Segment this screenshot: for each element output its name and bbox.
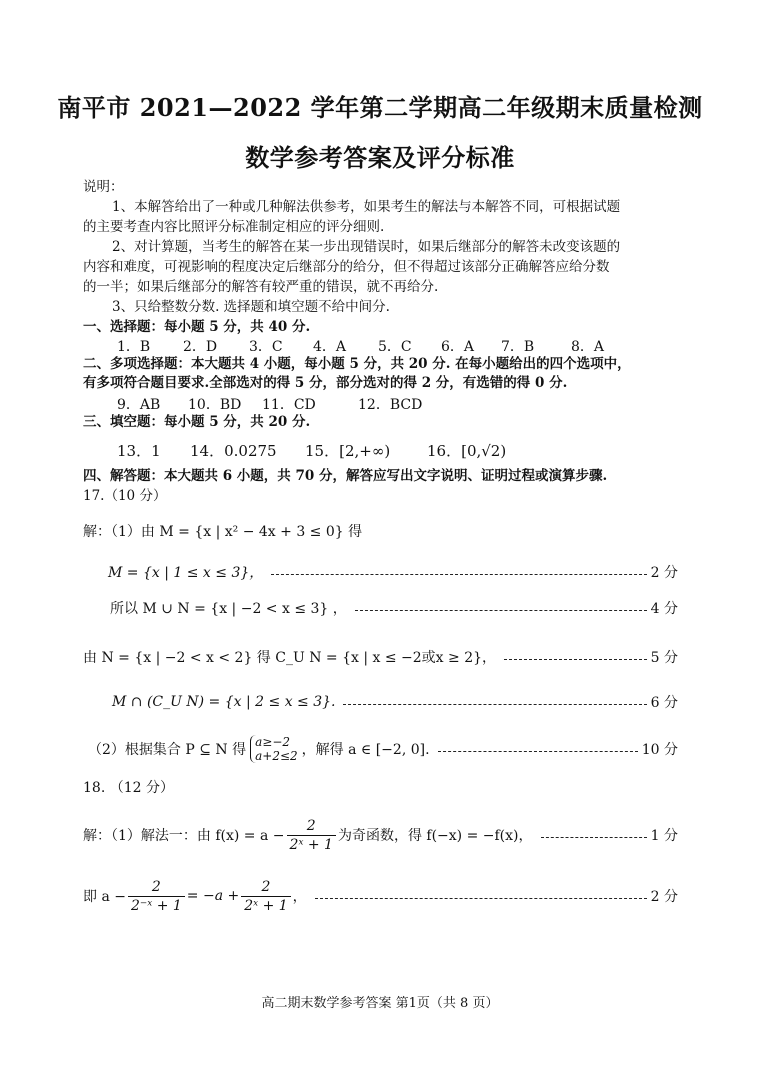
intro-line: 2、对计算题，当考生的解答在某一步出现错误时，如果后继部分的解答未改变该题的 [112, 239, 621, 255]
intro-line: 的主要考查内容比照评分标准制定相应的评分细则. [83, 219, 385, 235]
solution-step-row [88, 734, 678, 764]
solution-step: = −a + [186, 888, 240, 904]
answer-item: 1．B [117, 339, 151, 355]
solution-step: ， [292, 889, 307, 905]
answer-item: 6．A [441, 339, 475, 355]
dash-leader [271, 574, 646, 575]
answer-item: 4．A [313, 339, 347, 355]
score-label: 1 分 [650, 828, 678, 844]
page-subtitle: 数学参考答案及评分标准 [245, 143, 515, 172]
inequality-system [250, 735, 298, 763]
answer-item: 5．C [378, 339, 412, 355]
answer-item: 12．BCD [358, 397, 423, 413]
score-label: 6 分 [650, 695, 678, 711]
fraction-numerator: 2 [287, 817, 336, 836]
solution-step-row [110, 597, 678, 619]
answer-item: 14．0.0275 [190, 442, 277, 460]
dash-leader [343, 704, 646, 705]
answer-item: 7．B [501, 339, 535, 355]
solution-step: 解：（1）解法一：由 f(x) = a − [83, 828, 285, 844]
solution-step: M = {x | 1 ≤ x ≤ 3}， [108, 565, 264, 581]
section-heading-multi-2: 有多项符合题目要求.全部选对的得 5 分，部分选对的得 2 分，有选错的得 0 分. [83, 375, 568, 391]
page-footer: 高二期末数学参考答案 第1页（共 8 页） [261, 996, 499, 1011]
fraction-denominator: 2ˣ + 1 [244, 897, 288, 914]
answer-item: 15．[2,+∞) [305, 442, 391, 460]
solution-step: （2）根据集合 P ⊆ N 得 [88, 742, 247, 758]
score-label: 5 分 [650, 650, 678, 666]
intro-line: 1、本解答给出了一种或几种解法供参考，如果考生的解法与本解答不同，可根据试题 [112, 199, 621, 215]
score-label: 2 分 [650, 889, 678, 905]
inequality-line: a≥−2 [255, 735, 291, 749]
answer-item: 11．CD [262, 397, 316, 413]
solution-step-row [83, 876, 678, 916]
intro-line: 的一半；如果后继部分的解答有较严重的错误，就不再给分. [83, 279, 439, 295]
answer-item: 10．BD [188, 397, 242, 413]
solution-step-row [83, 646, 678, 668]
score-label: 4 分 [650, 601, 678, 617]
fraction-denominator: 2⁻ˣ + 1 [130, 897, 182, 914]
answer-item: 13．1 [117, 442, 161, 460]
section-heading-solution: 四、解答题：本大题共 6 小题，共 70 分，解答应写出文字说明、证明过程或演算步骤. [83, 468, 608, 484]
section-heading-multi: 二、多项选择题：本大题共 4 小题，每小题 5 分，共 20 分. 在每小题给出的四个选项中， [83, 356, 631, 372]
solution-step: 由 N = {x | −2 < x < 2} 得 C_U N = {x | x ≤ −2或x ≥ 2}， [83, 650, 497, 666]
fraction-numerator: 2 [241, 878, 290, 897]
answer-item: 8．A [571, 339, 605, 355]
solution-step-row [112, 691, 678, 713]
solution-step: M ∩ (C_U N) = {x | 2 ≤ x ≤ 3}. [112, 694, 336, 710]
fraction-denominator: 2ˣ + 1 [289, 836, 333, 853]
fraction [241, 878, 290, 915]
section-heading-choice: 一、选择题：每小题 5 分，共 40 分. [83, 319, 311, 335]
page-title: 南平市 2021—2022 学年第二学期高二年级期末质量检测 [57, 93, 703, 122]
dash-leader [315, 898, 647, 899]
answer-item: 16．[0,√2) [427, 442, 507, 460]
dash-leader [438, 751, 638, 752]
question-label: 17.（10 分） [83, 488, 167, 504]
solution-step-row [83, 815, 678, 855]
solution-step: 解：（1）由 M = {x | x² − 4x + 3 ≤ 0} 得 [83, 524, 363, 540]
answer-item: 9．AB [117, 397, 161, 413]
intro-line: 3、只给整数分数. 选择题和填空题不给中间分. [112, 299, 390, 315]
dash-leader [504, 659, 647, 660]
inequality-line: a+2≤2 [255, 749, 298, 763]
fraction [128, 878, 185, 915]
intro-heading: 说明： [83, 179, 124, 195]
solution-step: ，解得 a ∈ [−2, 0]. [301, 742, 430, 758]
score-label: 2 分 [650, 565, 678, 581]
answer-item: 3．C [249, 339, 283, 355]
score-label: 10 分 [641, 742, 678, 758]
dash-leader [541, 837, 647, 838]
fraction [287, 817, 336, 854]
dash-leader [355, 610, 647, 611]
fraction-numerator: 2 [128, 878, 185, 897]
solution-step: 即 a − [83, 889, 126, 905]
answer-item: 2．D [183, 339, 218, 355]
solution-step: 为奇函数，得 f(−x) = −f(x)， [337, 828, 533, 844]
question-label: 18. （12 分） [83, 780, 174, 796]
section-heading-fill: 三、填空题：每小题 5 分，共 20 分. [83, 414, 311, 430]
solution-step-row [108, 561, 678, 583]
intro-line: 内容和难度，可视影响的程度决定后继部分的给分，但不得超过该部分正确解答应给分数 [83, 259, 610, 275]
solution-step: 所以 M ∪ N = {x | −2 < x ≤ 3} ， [110, 601, 347, 617]
